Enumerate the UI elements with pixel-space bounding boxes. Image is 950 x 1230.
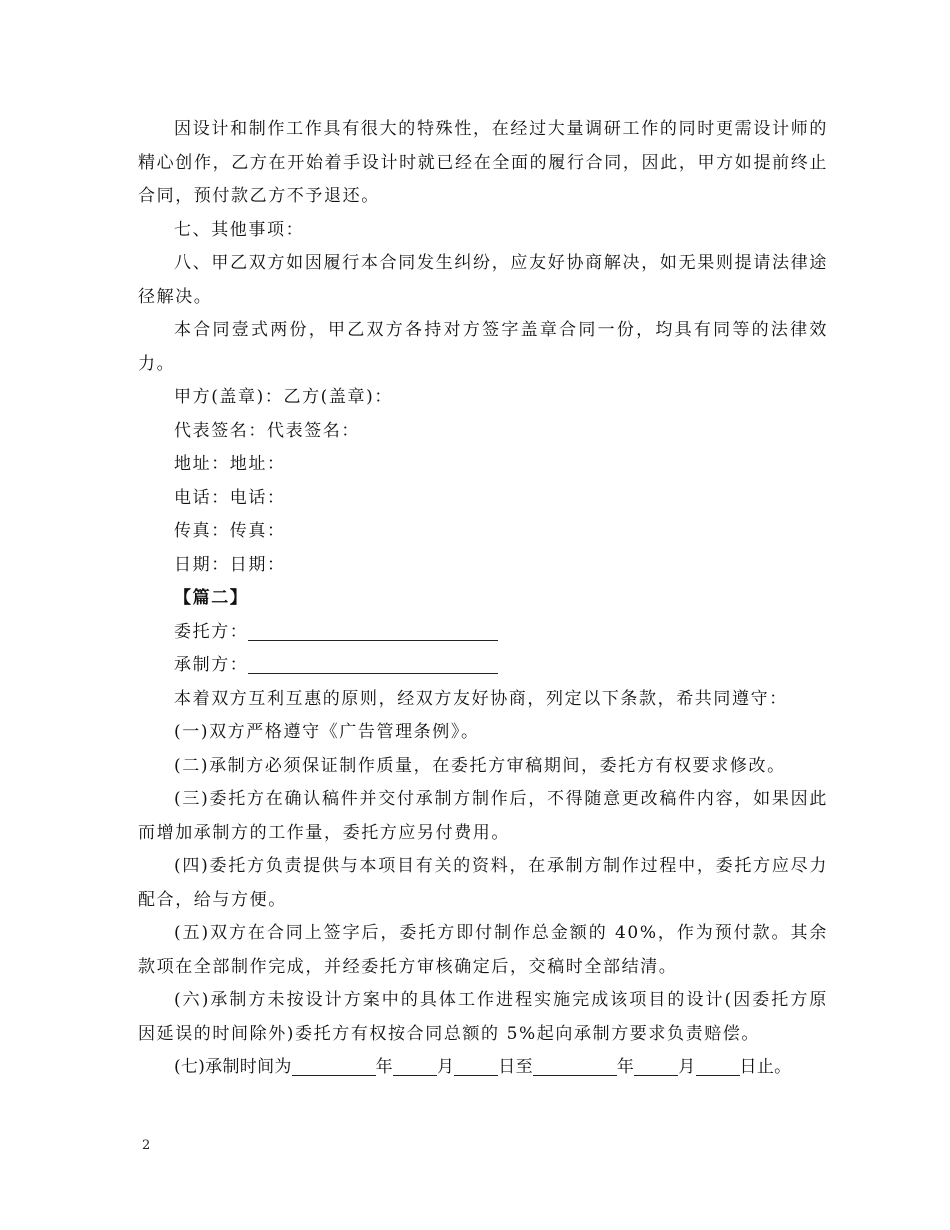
client-line: [138, 616, 828, 650]
clause-5: (五)双方在合同上签字后，委托方即付制作总金额的 40%，作为预付款。其余款项在全部制作完成，并经委托方审核确定后，交稿时全部结清。: [138, 923, 828, 977]
clause-1: (一)双方严格遵守《广告管理条例》。: [174, 722, 480, 742]
document-body: [138, 113, 828, 1085]
blank-start-year: [292, 1053, 376, 1076]
clause-eight: 八、甲乙双方如因履行本合同发生纠纷，应友好协商解决，如无果则提请法律途径解决。: [138, 253, 828, 307]
clause-7: [138, 1051, 828, 1085]
clause-7-day-to: 日至: [498, 1057, 533, 1077]
paragraph-copies: 本合同壹式两份，甲乙双方各持对方签字盖章合同一份，均具有同等的法律效力。: [138, 320, 828, 374]
maker-line: [138, 649, 828, 683]
client-blank: [248, 618, 498, 641]
clause-3: (三)委托方在确认稿件并交付承制方制作后，不得随意更改稿件内容，如果因此而增加承制方的工作量，委托方应另付费用。: [138, 789, 828, 843]
intro-paragraph: 本着双方互利互惠的原则，经双方友好协商，列定以下条款，希共同遵守：: [174, 688, 788, 709]
client-label: 委托方：: [174, 621, 249, 642]
signature-rep: 代表签名：代表签名：: [174, 420, 360, 441]
signature-fax: 传真：传真：: [174, 521, 286, 541]
signature-phone: 电话：电话：: [174, 487, 286, 508]
clause-7-month2: 月: [678, 1057, 696, 1077]
page-number: 2: [142, 1138, 151, 1153]
blank-end-day: [696, 1053, 740, 1076]
signature-address: 地址：地址：: [174, 454, 286, 474]
paragraph-design-special: 因设计和制作工作具有很大的特殊性，在经过大量调研工作的同时更需设计师的精心创作，乙方在开始着手设计时就已经在全面的履行合同，因此，甲方如提前终止合同，预付款乙方不予退还。: [138, 119, 828, 206]
maker-label: 承制方：: [174, 655, 249, 675]
signature-party: 甲方(盖章)：乙方(盖章)：: [174, 387, 393, 407]
clause-2: (二)承制方必须保证制作质量，在委托方审稿期间，委托方有权要求修改。: [174, 755, 786, 776]
blank-start-month: [393, 1053, 437, 1076]
signature-date: 日期：日期：: [174, 554, 286, 575]
clause-7-prefix: (七)承制时间为: [174, 1057, 292, 1077]
clause-7-year2: 年: [616, 1057, 635, 1077]
blank-start-day: [454, 1053, 498, 1076]
clause-seven: 七、其他事项：: [174, 219, 305, 240]
blank-end-month: [634, 1053, 678, 1076]
clause-7-end: 日止。: [739, 1057, 792, 1077]
clause-7-year: 年: [375, 1057, 393, 1077]
maker-blank: [248, 651, 498, 674]
clause-6: (六)承制方未按设计方案中的具体工作进程实施完成该项目的设计(因委托方原因延误的时间除外)委托方有权按合同总额的 5%起向承制方要求负责赔偿。: [138, 990, 828, 1044]
blank-end-year: [533, 1053, 617, 1076]
section-heading: 【篇二】: [174, 588, 249, 608]
clause-7-month: 月: [436, 1057, 455, 1077]
clause-4: (四)委托方负责提供与本项目有关的资料，在承制方制作过程中，委托方应尽力配合，给与方便。: [138, 856, 828, 910]
